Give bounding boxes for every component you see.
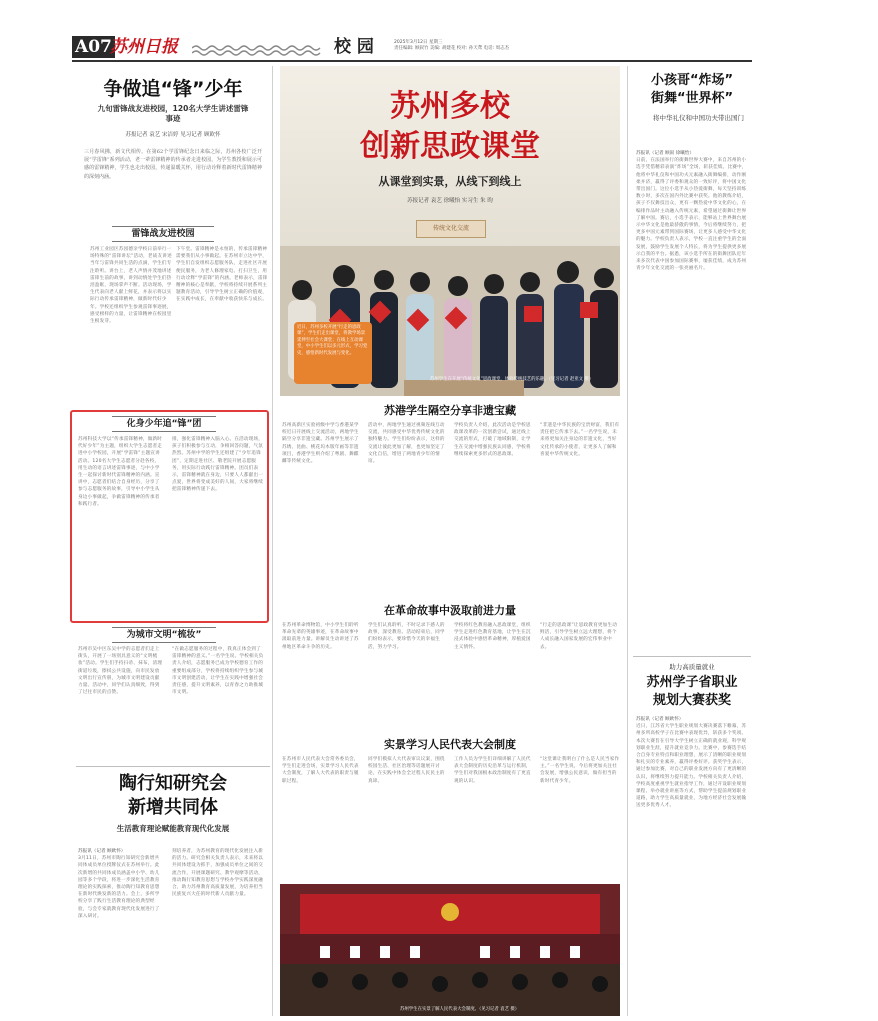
subhead-hk: 苏港学生隔空分享非遗宝藏 xyxy=(384,404,516,417)
body-text: 学校将红色教育融入思政课堂，组织学生走进红色教育基地，让学生在沉浸式体验中感悟革命精神，厚植爱国主义情怀。 xyxy=(454,623,531,650)
contest-body: 苏报讯（记者 顾欧怀） 近日，江苏省大学生职业规划大赛决赛落下帷幕，苏州多所高校学子在比赛中表现优异，斩获多个奖项。本次大赛旨在引导大学生树立正确的就业观，科学规划职业生涯，提升就业竞争力。比赛中，参赛选手结合自身专业特点和职业理想，展示了清晰的职业规划和扎实的专业素养，赢得评委好评。获奖学生表示，通过参加比赛，对自己的职业发展方向有了更清晰的认识，将继续努力提升能力。学校相关负责人介绍，学校高度重视学生就业指导工作，通过开设职业规划课程、举办就业讲座等方式，帮助学生提前规划职业道路，助力学生高质量就业，为地方经济社会发展输送更多优秀人才。 xyxy=(636,716,750,1016)
body-text: 在苏州革命博物馆，中小学生们聆听革命先辈的英雄事迹，在革命故事中汲取前进力量。讲解员生动讲述了苏州地区革命斗争的历史。 xyxy=(282,623,359,650)
body-text: 同学们模拟人大代表审议议案，围绕校园生活、社区治理等话题展开讨论，在实践中体会全过程人民民主的真谛。 xyxy=(368,757,445,784)
left-body-col-2 xyxy=(176,246,268,406)
paper-logo: 苏州日报 xyxy=(110,37,178,57)
congress-body-2 xyxy=(368,756,448,876)
congress-body-3 xyxy=(454,756,534,876)
rev-body-3 xyxy=(454,622,534,726)
hk-body-4 xyxy=(540,422,620,592)
body-text: 下午堂。雷锋精神是永恒的，传承雷锋精神需要我们从小事做起。在苏州市立达中学，学生们自发组织志愿服务队，走进社区开展便民服务，为老人修理家电、打扫卫生，用行动诠释“学雷锋”的内涵。老师表示，雷锋精神的核心是奉献，学校将持续开展系列主题教育活动，引导学生树立正确的价值观，在实践中成长，在奉献中收获快乐与成长。 xyxy=(176,247,268,303)
subhead-revolution: 在革命故事中汲取前进力量 xyxy=(384,604,516,617)
civilization-body-col-1 xyxy=(78,646,164,758)
body-text: 苏州工业园区苏园德亲学校日前举行一场特殊的“雷锋讲坛”活动，老战友讲述当年与雷锋共同生活的点滴，学生们专注聆听。讲台上，老人声情并茂地讲述雷锋生前的故事，讲到动情处学生们热泪盈眶，现场掌声不断。活动现场，学生代表向老人献上鲜花，并表示将以实际行动传承雷锋精神，做新时代好少年。学校还组织学生参观雷锋事迹展，感受榜样的力量，让雷锋精神在校园里生根发芽。 xyxy=(90,247,172,325)
body-text: 活动中，两地学生通过视频连线互动交流，共同感受中华优秀传统文化的独特魅力。学生们纷纷表示，这样的交流让彼此更加了解，也更加坚定了文化自信，增进了两地青少年的情谊。 xyxy=(368,423,445,465)
body-text: “非遗是中华民族的宝贵财富，我们有责任把它传承下去。”一名学生说，未来将更加关注身边的非遗文化，当好文化传承的小使者，让更多人了解和喜爱中华传统文化。 xyxy=(540,423,620,457)
research-article xyxy=(76,772,270,835)
highlight-body-col-1 xyxy=(78,436,164,616)
congress-photo xyxy=(280,884,620,1016)
research-body-col-1: 苏报讯（记者 顾欧怀） 3月11日，苏州市陶行知研究会新增共同体成员单位授牌仪式在苏州举行。此次新增的共同体成员涵盖中小学、幼儿园等多个学段，将进一步深化生活教育理论的实践探索，推动陶行知教育思想在新时代焕发新的活力。会上，多所学校分享了践行生活教育理论的典型经验，与会专家就教育现代化发展进行了深入研讨。 xyxy=(78,848,164,1018)
photo-caption: 苏州学生在开展“传统文化”思政课堂，体验传统技艺的乐趣。（见习记者 赵亚文 摄） xyxy=(430,377,594,382)
masthead xyxy=(72,36,752,58)
lei-feng-article xyxy=(76,66,270,181)
column-divider-left xyxy=(272,66,273,1016)
street-dance-body: 苏报讯（记者 顾叙 徐曦怡） 日前，在法国举行的街舞世界大赛中，来自苏州的小选手凭借精彩表演“炸场”全场，斩获佳绩。比赛中，他将中华礼仪和中国功夫元素融入街舞编排，动作刚柔并济，赢得了评委和观众的一致好评，将中国文化带出国门。这位小选手从小热爱街舞，每天坚持训练数小时，多次在国内外比赛中获奖。他的教练介绍，孩子不仅舞技出众，更有一颗热爱中华文化的心，在编排作品时主动融入传统元素，希望通过街舞让世界了解中国。赛后，小选手表示，能够站上世界舞台展示中华文化是他最骄傲的事情，今后将继续努力，把更多中国元素带到国际赛场，让更多人感受中华文化的魅力。学校负责人表示，学校一直注重学生的全面发展，鼓励学生发展个人特长，将为学生提供更多展示自我的平台。据悉，该小选手所在的街舞团队近年来多次代表中国参加国际赛事，屡获佳绩，成为苏州青少年文化交流的一张亮丽名片。 xyxy=(636,150,750,650)
body-text: 近日，江苏省大学生职业规划大赛决赛落下帷幕，苏州多所高校学子在比赛中表现优异，斩获多个奖项。本次大赛旨在引导大学生树立正确的就业观，科学规划职业生涯，提升就业竞争力。比赛中，参赛选手结合自身专业特点和职业理想，展示了清晰的职业规划和扎实的专业素养，赢得评委好评。获奖学生表示，通过参加比赛，对自己的职业发展方向有了更清晰的认识，将继续努力提升能力。学校相关负责人介绍，学校高度重视学生就业指导工作，通过开设职业规划课程、举办就业讲座等方式，帮助学生提前规划职业道路，助力学生高质量就业，为地方经济社会发展输送更多优秀人才。 xyxy=(636,724,747,809)
rev-body-1 xyxy=(282,622,362,726)
article-title: 陶行知研究会 xyxy=(119,773,227,794)
body-text: “这堂课让我明白了什么是人民当家作主。”一名学生说，今后将更加关注社会发展，增强公民意识，做有担当的新时代青少年。 xyxy=(540,757,620,784)
banner: 传统文化交流 xyxy=(416,220,486,238)
lead-paragraph: 三月春风拂，新文代相传。在第62个学雷锋纪念日来临之际，苏州各校广泛开展“学雷锋”系列活动，老一辈雷锋精神的传承者走进校园，为学生教授和展示可感的雷锋精神，学生也走出校园，传递温暖关怀，用行动诠释着新时代雷锋精神的深刻内涵。 xyxy=(84,149,262,180)
page-number: A07 xyxy=(72,36,115,58)
subhead-congress: 实景学习人民代表大会制度 xyxy=(384,738,516,751)
header-rule xyxy=(72,60,752,62)
hk-body-2 xyxy=(368,422,448,592)
body-text: 工作人员为学生们详细讲解了人民代表大会制度的历史沿革与运行机制，学生们对我国根本政治制度有了更直观的认识。 xyxy=(454,757,531,784)
body-text: “在做志愿服务的过程中，我真正体会到了雷锋精神的意义。”一名学生说。学校相关负责人介绍，志愿服务已成为学校德育工作的重要组成部分，学校将持续组织学生参与城市文明创建活动，让学生在实践中增强社会责任感，提升文明素养，以青春之力助推城市文明。 xyxy=(172,647,264,696)
body-text: 排，强化雷锋精神入脑入心。在活动现场，孩子们积极参与互动，争相回答问题，气氛热烈。苏州中学的学生还组建了“少年追锋团”，定期走进社区、敬老院开展志愿服务，用实际行动践行雷锋精神。团员们表示，雷锋精神就在身边，只要人人都献出一点爱，世界将变成美好的人间，大家将继续把雷锋精神传递下去。 xyxy=(172,437,264,493)
body-text: 学校负责人介绍，此次活动是学校思政课改革的一次创新尝试，通过线上交流的形式，打破了地域限制，让学生在交流中增强民族认同感，学校将继续探索更多形式的思政课。 xyxy=(454,423,531,457)
body-text: 日前，在法国举行的街舞世界大赛中，来自苏州的小选手凭借精彩表演“炸场”全场，斩获佳绩。比赛中，他将中华礼仪和中国功夫元素融入街舞编排，动作刚柔并济，赢得了评委和观众的一致好评，将中国文化带出国门。这位小选手从小热爱街舞，每天坚持训练数小时，多次在国内外比赛中获奖。他的教练介绍，孩子不仅舞技出众，更有一颗热爱中华文化的心，在编排作品时主动融入传统元素，希望通过街舞让世界了解中国。赛后，小选手表示，能够站上世界舞台展示中华文化是他最骄傲的事情，今后将继续努力，把更多中国元素带到国际赛场，让更多人感受中华文化的魅力。学校负责人表示，学校一直注重学生的全面发展，鼓励学生发展个人特长，将为学生提供更多展示自我的平台。据悉，该小选手所在的街舞团队近年来多次代表中国参加国际赛事，屡获佳绩，成为苏州青少年文化交流的一张亮丽名片。 xyxy=(636,158,747,272)
highlight-body-col-2 xyxy=(172,436,264,616)
hk-body-3 xyxy=(454,422,534,592)
feature-hero xyxy=(280,66,620,396)
article-title-2: 规划大赛获奖 xyxy=(652,693,731,708)
article-subtitle: 将中华礼仪和中国功夫带出国门 xyxy=(653,114,744,122)
civilization-body-col-2 xyxy=(172,646,264,758)
section-name: 校 园 xyxy=(334,37,374,57)
article-title-2: 街舞“世界杯” xyxy=(650,91,734,106)
article-title: 争做追“锋”少年 xyxy=(103,78,243,100)
wave-ornament xyxy=(192,41,324,53)
street-dance-article xyxy=(633,72,751,123)
article-subtitle: 生活教育理论赋能教育现代化发展 xyxy=(116,824,230,833)
congress-hall xyxy=(280,884,620,1016)
contest-title xyxy=(633,674,751,710)
congress-body-1 xyxy=(282,756,362,876)
feature-byline: 苏报记者 袁艺 徐曦怡 实习生 朱 昀 xyxy=(407,198,493,204)
body-text: 苏州市吴中区东吴中学的志愿者们走上街头，开展了一场别具意义的“文明梳妆”活动。学生们手持扫帚、抹布，清理街道垃圾，擦拭公共设施，向市民发放文明出行宣传册，为城市文明建设贡献力量。活动中，同学们认真细致，得到了过往市民的点赞。 xyxy=(78,647,163,696)
left-divider xyxy=(76,766,270,767)
right-divider xyxy=(633,656,751,657)
info-bubble: 近日，苏州多校开展“行走的思政课”，学生们走出课堂，将教学场景延伸至社会大课堂；在线上互动课堂，中小学生们以多元形式，学习党史，感悟新时代发展与变化。 xyxy=(294,322,372,384)
congress-caption: 苏州学生在实景了解人民代表大会制度。（见习记者 袁艺 摄） xyxy=(400,1007,520,1012)
subhead-youth-team: 化身少年追“锋”团 xyxy=(112,416,216,432)
body-text: 苏州科技大学以“传承雷锋精神，做新时代好少年”为主题，组织大学生志愿者走进中小学校园，开展“学雷锋”主题宣讲活动。120名大学生志愿者分赴各校，用生动的语言讲述雷锋事迹，与中小学生一起探讨新时代雷锋精神的内涵。宣讲中，志愿者们结合自身经历，分享了参与志愿服务的故事，引导中小学生从身边小事做起，争做雷锋精神的传承者和践行者。 xyxy=(78,437,163,507)
article-title: 小孩哥“炸场” xyxy=(650,73,734,88)
subhead-lei-feng-visit: 雷锋战友进校园 xyxy=(112,226,214,242)
congress-body-4 xyxy=(540,756,620,876)
body-text: 苏州高新区实验初级中学与香港某学校近日开展线上交流活动，两地学生隔空分享非遗宝藏。苏州学生展示了苏绣、昆曲、桃花坞木版年画等非遗项目，香港学生则介绍了粤剧、舞麒麟等传统文化。 xyxy=(282,423,359,465)
body-text: 学生们认真聆听，不时记录下感人的故事，深受教育。活动结束后，同学们纷纷表示，要珍惜今天的幸福生活，努力学习。 xyxy=(368,623,445,650)
article-title-2: 新增共同体 xyxy=(128,797,218,818)
article-title: 苏州学子省职业 xyxy=(646,675,738,690)
left-body-col-1 xyxy=(90,246,174,406)
feature-subtitle: 从课堂到实景，从线下到线上 xyxy=(378,175,522,188)
rev-body-2 xyxy=(368,622,448,726)
feature-title: 苏州多校 xyxy=(390,89,510,124)
body-text: 3月11日，苏州市陶行知研究会新增共同体成员单位授牌仪式在苏州举行。此次新增的共同体成员涵盖中小学、幼儿园等多个学段，将进一步深化生活教育理论的实践探索，推动陶行知教育思想在新时代焕发新的活力。会上，多所学校分享了践行生活教育理论的典型经验，与会专家就教育现代化发展进行了深入研讨。 xyxy=(78,856,160,919)
feature-title-2: 创新思政课堂 xyxy=(360,129,540,164)
body-text: “行走的思政课”让思政教育更加生动鲜活，引导学生树立远大理想，将个人成长融入国家发展的宏伟事业中去。 xyxy=(540,623,618,650)
column-divider-right xyxy=(627,66,628,1016)
header-meta: 2025年3月12日 星期三 责任编辑: 顾叙竹 美编: 胡建花 校对: 孙天鸢 电话: 周志杰 xyxy=(394,40,510,51)
body-text: 在苏州市人民代表大会常务委员会，学生们走进会场，实景学习人民代表大会制度，了解人大代表的职责与履职过程。 xyxy=(282,757,359,784)
rev-body-4 xyxy=(540,622,620,726)
research-body-col-2 xyxy=(172,848,264,1018)
article-subtitle: 九旬雷锋战友进校园，120名大学生讲述雷锋事迹 xyxy=(97,104,249,123)
contest-sub: 助力高质量就业 xyxy=(669,663,715,671)
body-text: 刻培养者，为苏州教育的现代化发展注入新的活力。研究会相关负责人表示，未来将以共同体建设为抓手，加强成员单位之间的交流合作，开展课题研究、教学观摩等活动，推动陶行知教育思想与学校办学实践深度融合，助力苏州教育高质量发展，为培养担当民族复兴大任的时代新人贡献力量。 xyxy=(172,849,264,898)
byline: 苏报记者 袁艺 宋洁婷 见习记者 顾欧怀 xyxy=(125,132,221,138)
hk-body-1 xyxy=(282,422,362,592)
subhead-city-civilization: 为城市文明“梳妆” xyxy=(112,627,216,643)
